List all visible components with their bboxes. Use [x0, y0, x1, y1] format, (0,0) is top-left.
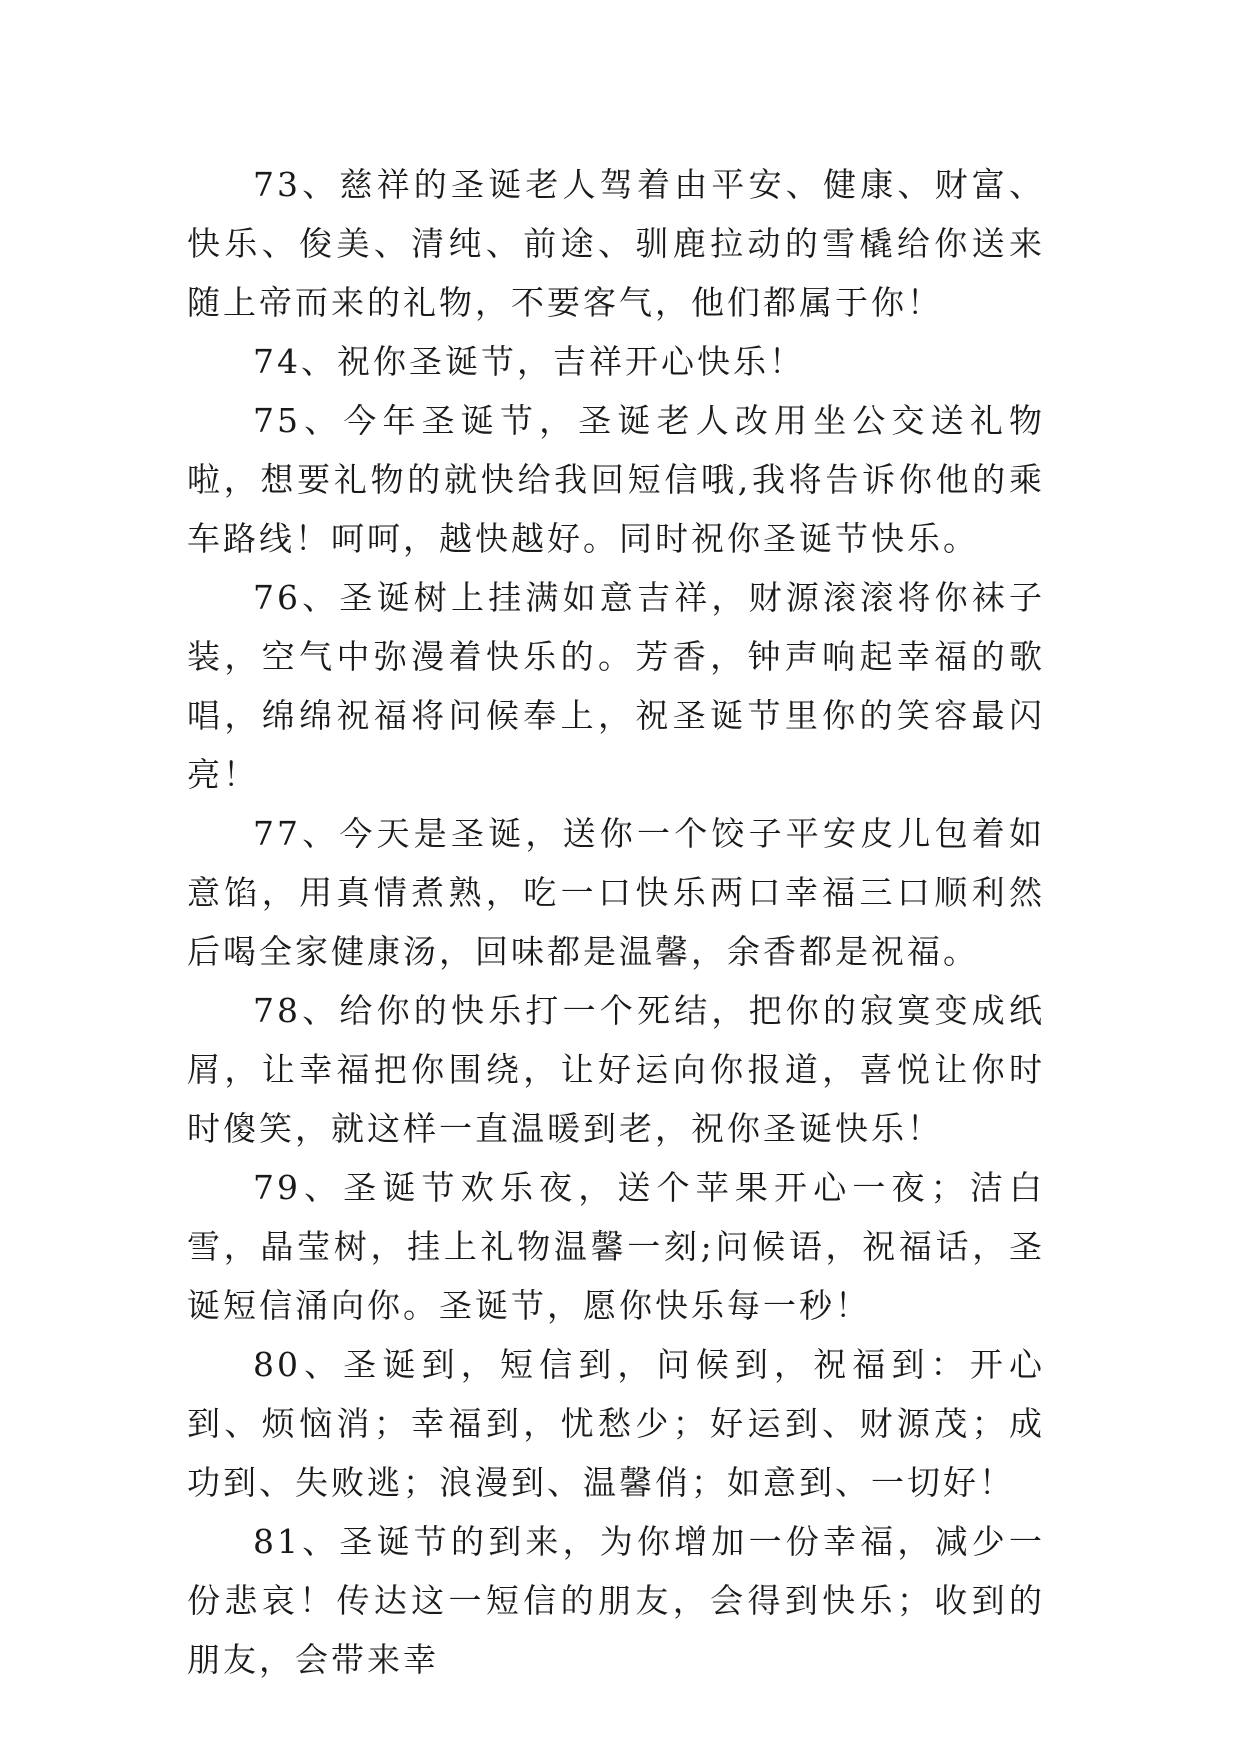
- paragraph-76: 76、圣诞树上挂满如意吉祥，财源滚滚将你袜子装，空气中弥漫着快乐的。芳香，钟声响起幸福的歌唱，绵绵祝福将问候奉上，祝圣诞节里你的笑容最闪亮！: [187, 578, 1045, 794]
- paragraph-73: 73、慈祥的圣诞老人驾着由平安、健康、财富、快乐、俊美、清纯、前途、驯鹿拉动的雪橇给你送来随上帝而来的礼物，不要客气，他们都属于你！: [187, 165, 1045, 322]
- paragraph-74: 74、祝你圣诞节，吉祥开心快乐！: [253, 342, 805, 381]
- paragraph-75: 75、今年圣诞节，圣诞老人改用坐公交送礼物啦，想要礼物的就快给我回短信哦,我将告诉你他的乘车路线！呵呵，越快越好。同时祝你圣诞节快乐。: [187, 401, 1045, 558]
- document-body: [187, 155, 1045, 1689]
- paragraph-80: 80、圣诞到，短信到，问候到，祝福到：开心到、烦恼消；幸福到，忧愁少；好运到、财源茂；成功到、失败逃；浪漫到、温馨俏；如意到、一切好！: [187, 1345, 1045, 1502]
- paragraph-81: 81、圣诞节的到来，为你增加一份幸福，减少一份悲哀！传达这一短信的朋友，会得到快乐；收到的朋友，会带来幸: [187, 1522, 1045, 1679]
- paragraph-78: 78、给你的快乐打一个死结，把你的寂寞变成纸屑，让幸福把你围绕，让好运向你报道，喜悦让你时时傻笑，就这样一直温暖到老，祝你圣诞快乐！: [187, 991, 1045, 1148]
- paragraph-79: 79、圣诞节欢乐夜，送个苹果开心一夜；洁白雪，晶莹树，挂上礼物温馨一刻;问候语，祝福话，圣诞短信涌向你。圣诞节，愿你快乐每一秒！: [187, 1168, 1045, 1325]
- paragraph-77: 77、今天是圣诞，送你一个饺子平安皮儿包着如意馅，用真情煮熟，吃一口快乐两口幸福三口顺利然后喝全家健康汤，回味都是温馨，余香都是祝福。: [187, 814, 1045, 971]
